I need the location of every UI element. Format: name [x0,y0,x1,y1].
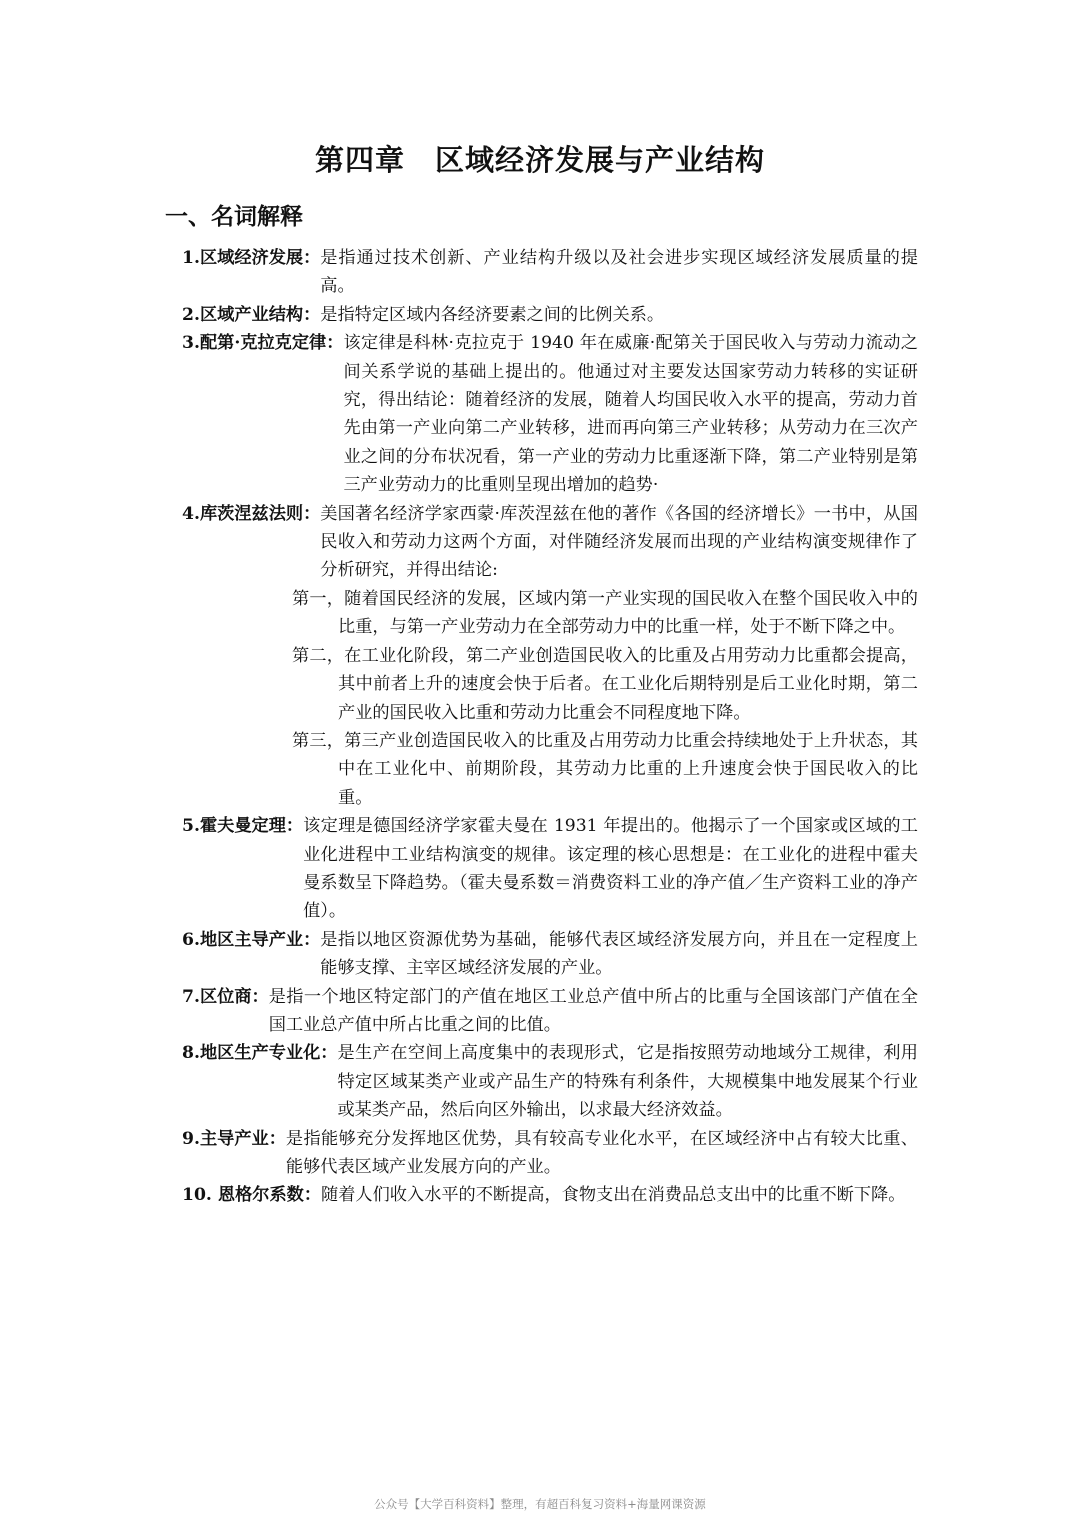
entry-term: 3.配第·克拉克定律： [182,333,344,354]
entry-definition: 随着人们收入水平的不断提高，食物支出在消费品总支出中的比重不断下降。 [321,1185,906,1206]
glossary-list [182,244,918,1210]
glossary-entry [182,983,918,1040]
entry-definition: 美国著名经济学家西蒙·库茨涅兹在他的著作《各国的经济增长》一书中，从国民收入和劳动力这两个方面，对伴随经济发展而出现的产业结构演变规律作了分析研究，并得出结论: [320,503,918,581]
glossary-entry [182,500,918,585]
glossary-entry [182,926,918,983]
page-footer: 公众号【大学百科资料】整理，有超百科复习资料+海量网课资源 [374,1497,706,1511]
entry-definition: 是指以地区资源优势为基础，能够代表区域经济发展方向，并且在一定程度上能够支撑、主宰区域经济发展的产业。 [320,929,918,979]
glossary-entry [182,812,918,926]
entry-definition: 该定律是科林·克拉克于 1940 年在威廉·配第关于国民收入与劳动力流动之间关系学说的基础上提出的。他通过对主要发达国家劳动力转移的实证研究，得出结论：随着经济的发展，随着人均国民收入水平的提高，劳动力首先由第一产业向第二产业转移，进而再向第三产业转移；从劳动力在三次产业之间的分布状况看，第一产业的劳动力比重逐渐下降，第二产业特别是第三产业劳动力的比重则呈现出增加的趋势· [343,333,918,496]
entry-definition: 是指一个地区特定部门的产值在地区工业总产值中所占的比重与全国该部门产值在全国工业总产值中所占比重之间的比值。 [268,986,918,1035]
glossary-entry [182,244,918,301]
entry-term: 7.区位商： [182,986,269,1007]
chapter-title: 第四章 区域经济发展与产业结构 [314,143,765,177]
entry-term: 2.区域产业结构： [182,304,321,325]
entry-definition: 是指特定区域内各经济要素之间的比例关系。 [320,304,665,325]
entry-definition: 该定理是德国经济学家霍夫曼在 1931 年提出的。他揭示了一个国家或区域的工业化进程中工业结构演变的规律。该定理的核心思想是：在工业化的进程中霍夫曼系数呈下降趋势。（霍夫曼系数＝消费资料工业的净产值／生产资料工业的净产值）。 [303,816,918,922]
entry-point: 第三，第三产业创造国民收入的比重及占用劳动力比重会持续地处于上升状态，其中在工业化中、前期阶段，其劳动力比重的上升速度会快于国民收入的比重。 [292,730,918,808]
entry-definition: 是生产在空间上高度集中的表现形式，它是指按照劳动地域分工规律，利用特定区域某类产业或产品生产的特殊有利条件，大规模集中地发展某个行业或某类产品，然后向区外输出，以求最大经济效益。 [337,1043,918,1121]
section-title: 一、名词解释 [165,204,303,230]
glossary-entry [182,1125,918,1182]
entry-definition: 是指能够充分发挥地区优势，具有较高专业化水平，在区域经济中占有较大比重、能够代表区域产业发展方向的产业。 [285,1128,918,1177]
entry-point: 第一，随着国民经济的发展，区域内第一产业实现的国民收入在整个国民收入中的比重，与第一产业劳动力在全部劳动力中的比重一样，处于不断下降之中。 [292,588,918,638]
entry-term: 1.区域经济发展： [182,248,321,268]
entry-definition: 是指通过技术创新、产业结构升级以及社会进步实现区域经济发展质量的提高。 [320,248,918,297]
glossary-entry [182,301,918,329]
entry-term: 8.地区生产专业化： [182,1043,338,1064]
entry-term: 9.主导产业： [182,1128,286,1149]
entry-point: 第二，在工业化阶段，第二产业创造国民收入的比重及占用劳动力比重都会提高，其中前者上升的速度会快于后者。在工业化后期特别是后工业化时期，第二产业的国民收入比重和劳动力比重会不同程度地下降。 [292,645,918,723]
entry-term: 10. 恩格尔系数： [182,1185,322,1206]
entry-term: 4.库茨涅兹法则： [182,503,321,524]
entry-term: 5.霍夫曼定理： [182,816,304,837]
entry-term: 6.地区主导产业： [182,929,321,950]
glossary-entry [182,1181,918,1209]
glossary-entry [182,329,918,499]
glossary-entry [182,1039,918,1124]
